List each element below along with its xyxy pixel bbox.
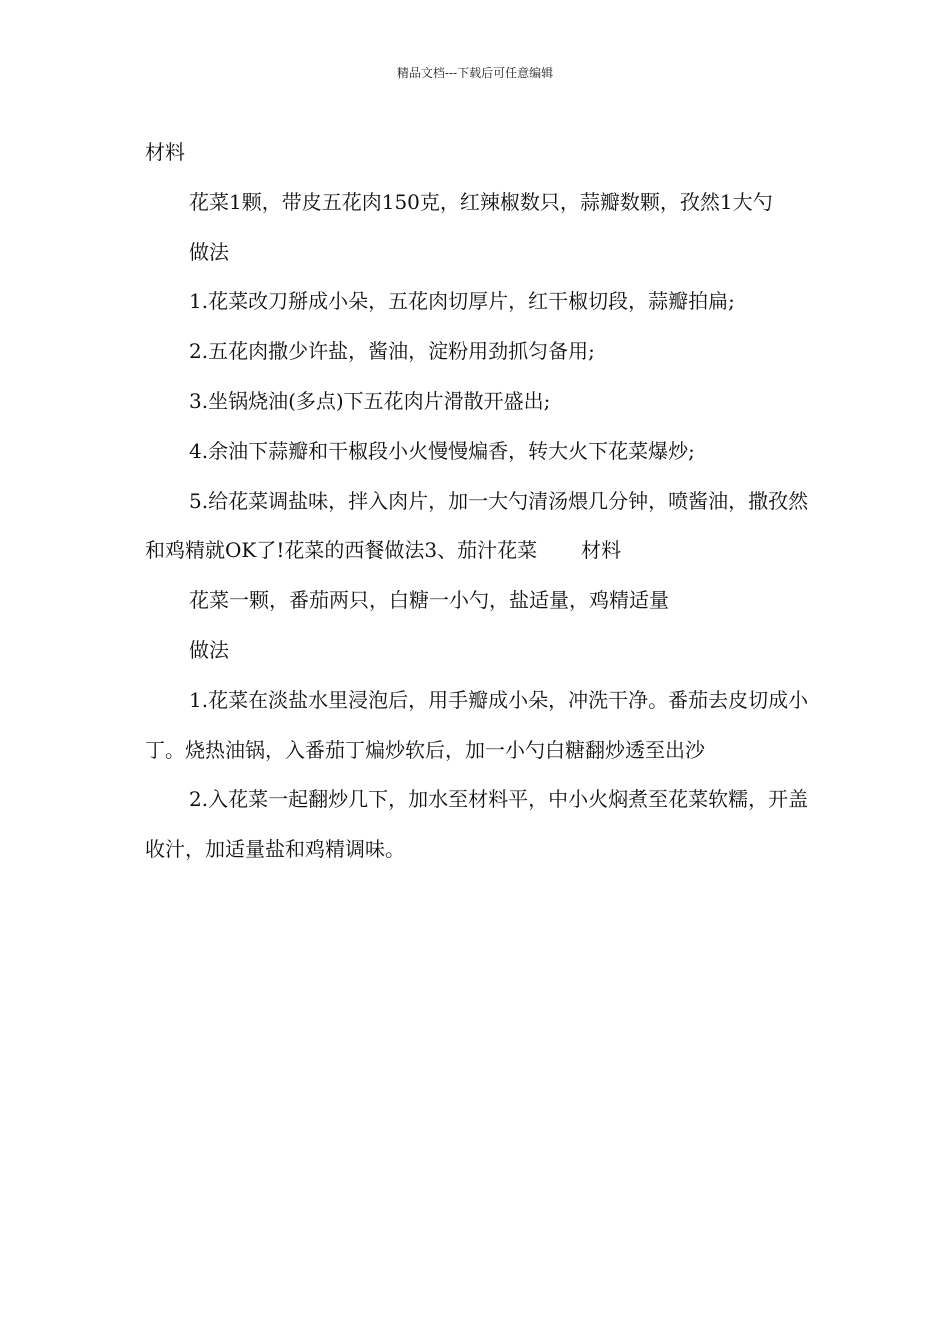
heading-method: 做法 [189,239,229,264]
method-step: 3.坐锅烧油(多点)下五花肉片滑散开盛出; [189,388,551,413]
method-step: 2.五花肉撒少许盐，酱油，淀粉用劲抓匀备用; [189,339,595,364]
method-step: 2.入花菜一起翻炒几下，加水至材料平，中小火焖煮至花菜软糯，开盖收汁，加适量盐和鸡精调味。 [145,787,809,862]
method-step-with-subtitle [145,477,825,577]
document-body [145,128,825,875]
method-step: 1.花菜改刀掰成小朵，五花肉切厚片，红干椒切段，蒜瓣拍扁; [189,289,735,314]
heading-materials-inline: 材料 [581,538,622,563]
heading-method: 做法 [189,637,229,662]
materials-paragraph: 花菜一颗，番茄两只，白糖一小勺，盐适量，鸡精适量 [189,588,669,613]
heading-materials: 材料 [145,140,185,164]
method-step: 1.花菜在淡盐水里浸泡后，用手瓣成小朵，冲洗干净。番茄去皮切成小丁。烧热油锅，入番茄丁煸炒软后，加一小勺白糖翻炒透至出沙 [145,687,809,762]
method-step: 4.余油下蒜瓣和干椒段小火慢慢煸香，转大火下花菜爆炒; [189,438,695,463]
materials-paragraph: 花菜1颗，带皮五花肉150克，红辣椒数只，蒜瓣数颗，孜然1大勺 [189,189,773,214]
method-step-text: 5.给花菜调盐味，拌入肉片，加一大勺清汤煨几分钟，喷酱油，撒孜然和鸡精就OK了!花菜的西餐做法3、茄汁花菜 [145,488,809,563]
page-header: 精品文档---下载后可任意编辑 [396,66,554,80]
